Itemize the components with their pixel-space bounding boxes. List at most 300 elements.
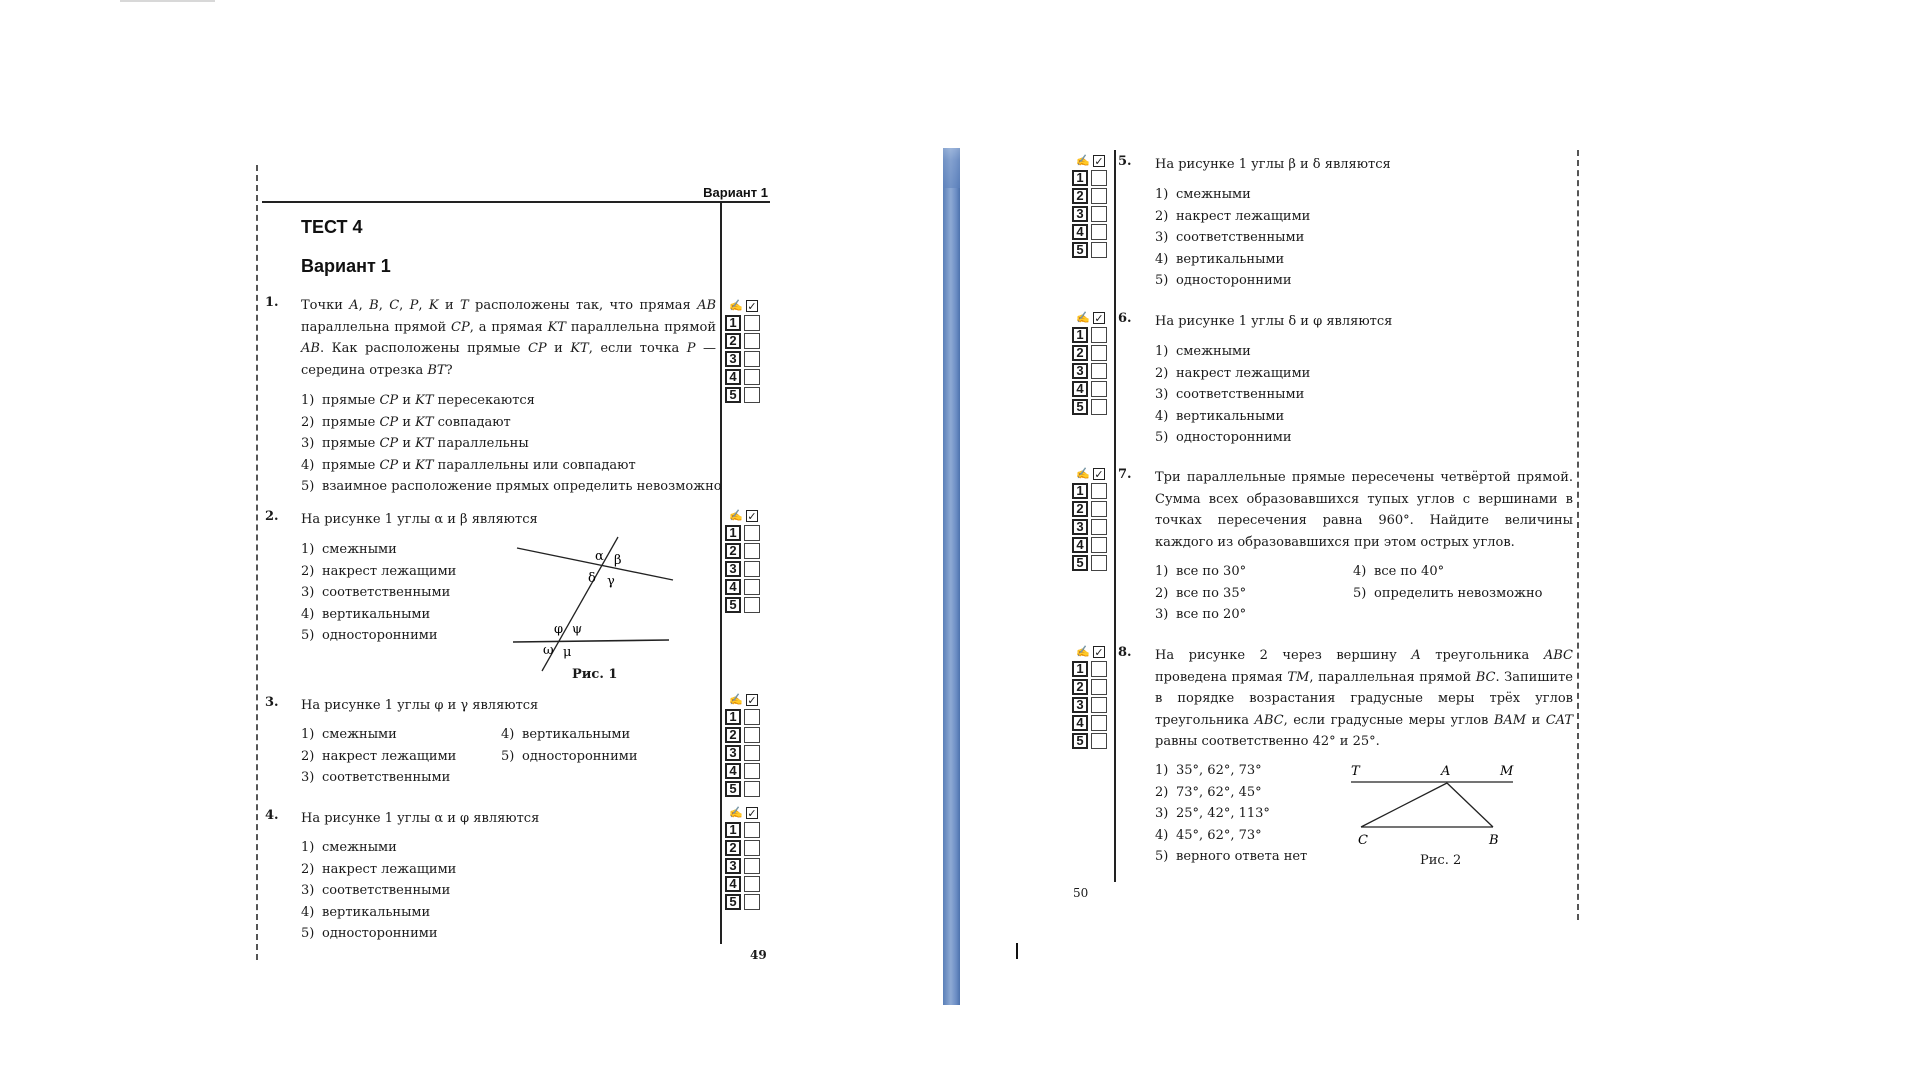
answer-row [725, 727, 760, 743]
answer-checkbox[interactable] [1091, 733, 1107, 749]
answer-checkbox[interactable] [744, 763, 760, 779]
option-number: 5) [1155, 430, 1169, 445]
question-text: Точки A, B, C, P, K и T расположены так, что прямая AB параллельна прямой CP, а прямая KT параллельна прямой AB. Как расположены прямые CP и KT, если точка P — середина отрезка BT? [301, 298, 717, 378]
text-cursor [1016, 943, 1018, 959]
option [301, 561, 456, 583]
answer-number-label: 2 [1072, 679, 1088, 695]
answer-grid-header [1072, 645, 1107, 659]
answer-checkbox[interactable] [1091, 519, 1107, 535]
angle-label-omega: ω [543, 643, 554, 658]
answer-grid-header [1072, 467, 1107, 481]
answer-row [725, 822, 760, 838]
question-text: Три параллельные прямые пересечены четвёртой прямой. Сумма всех образовавшихся тупых углов с вершинами в точках пересечения равна 960°. Найдите величины каждого из образовавшихся при этом острых углов. [1155, 470, 1573, 550]
option-number: 1) [1155, 187, 1169, 202]
option-number: 5) [301, 479, 315, 494]
left-page-cut-line [256, 165, 258, 960]
parallel-line-bottom [513, 640, 669, 642]
point-label-M: M [1500, 764, 1514, 779]
option [1155, 846, 1307, 868]
option-text: соответственными [322, 770, 451, 785]
option-text: 45°, 62°, 73° [1176, 827, 1262, 843]
option-number: 3) [1155, 806, 1169, 821]
answer-row [725, 781, 760, 797]
answer-row [725, 315, 760, 331]
angle-label-mu: μ [563, 645, 572, 660]
option [1155, 406, 1310, 428]
answer-row [725, 525, 760, 541]
option [1155, 227, 1310, 249]
answer-number-label: 1 [1072, 661, 1088, 677]
angle-label-delta: δ [588, 571, 596, 586]
answer-number-label: 3 [1072, 363, 1088, 379]
answer-row [1072, 242, 1107, 258]
answer-row [725, 709, 760, 725]
option-text: вертикальными [322, 606, 431, 622]
answer-grid-q4 [725, 806, 760, 910]
options-list [301, 539, 456, 647]
answer-number-label: 4 [1072, 224, 1088, 240]
option-number: 1) [301, 542, 315, 557]
answer-checkbox[interactable] [1091, 555, 1107, 571]
option-text: смежными [322, 727, 397, 742]
angle-label-psi: ψ [572, 622, 583, 637]
answer-row [1072, 381, 1107, 397]
answer-number-label: 4 [725, 369, 741, 385]
answer-number-label: 1 [725, 315, 741, 331]
angle-label-phi: φ [554, 622, 564, 637]
answer-row [725, 369, 760, 385]
option-number: 3) [301, 883, 315, 898]
answer-row [1072, 537, 1107, 553]
option-number: 3) [1155, 607, 1169, 622]
options-column-2 [1353, 561, 1543, 604]
option [301, 724, 456, 746]
option-number: 5) [301, 926, 315, 941]
option-number: 4) [1155, 251, 1169, 267]
answer-number-label: 1 [725, 822, 741, 838]
answer-number-label: 4 [725, 579, 741, 595]
option [301, 433, 722, 455]
answer-row [725, 387, 760, 403]
options-column-1 [1155, 561, 1246, 626]
option-text: смежными [322, 542, 397, 557]
answer-grid-q1 [725, 299, 760, 403]
answer-row [1072, 661, 1107, 677]
option [301, 455, 722, 477]
variant-title: Вариант 1 [301, 256, 391, 276]
answer-checkbox[interactable] [744, 745, 760, 761]
answer-grid-q8 [1072, 645, 1107, 749]
option [301, 604, 456, 626]
book-spine [943, 148, 960, 1005]
answer-grid-header [725, 693, 760, 707]
answer-number-label: 5 [1072, 399, 1088, 415]
option [1155, 583, 1246, 605]
answer-number-label: 5 [725, 894, 741, 910]
answer-checkbox[interactable] [1091, 381, 1107, 397]
option-number: 4) [301, 606, 315, 622]
option-text: прямые CP и KT пересекаются [322, 393, 535, 408]
answer-grid-header [1072, 311, 1107, 325]
option [1155, 561, 1246, 583]
option-number: 3) [1155, 387, 1169, 402]
answer-row [725, 763, 760, 779]
option-text: соответственными [1176, 387, 1305, 402]
question-text: На рисунке 1 углы β и δ являются [1155, 157, 1391, 172]
answer-checkbox[interactable] [744, 822, 760, 838]
answer-number-label: 2 [725, 840, 741, 856]
option-number: 4) [501, 727, 515, 742]
option-text: соответственными [322, 883, 451, 898]
option-text: 35°, 62°, 73° [1176, 763, 1262, 778]
answer-row [1072, 188, 1107, 204]
option [301, 859, 456, 881]
option [301, 746, 456, 768]
option [1155, 341, 1310, 363]
answer-number-label: 1 [1072, 327, 1088, 343]
options-list [1155, 760, 1307, 868]
answer-checkbox[interactable] [1091, 483, 1107, 499]
answer-row [1072, 224, 1107, 240]
answer-row [1072, 206, 1107, 222]
option-number: 1) [301, 393, 315, 408]
option-text: определить невозможно [1374, 585, 1543, 601]
option [1353, 561, 1543, 583]
option-text: прямые CP и KT параллельны или совпадают [322, 457, 636, 473]
answer-checkbox[interactable] [1091, 206, 1107, 222]
answer-checkbox[interactable] [744, 597, 760, 613]
answer-number-label: 2 [725, 543, 741, 559]
option [1155, 604, 1246, 626]
figure-1-caption: Рис. 1 [572, 667, 618, 682]
option-number: 5) [1155, 273, 1169, 288]
option-number: 4) [301, 457, 315, 473]
answer-row [725, 597, 760, 613]
answer-row [1072, 697, 1107, 713]
option-number: 4) [1353, 564, 1367, 579]
answer-number-label: 3 [1072, 697, 1088, 713]
answer-number-label: 3 [725, 858, 741, 874]
answer-grid-q5 [1072, 154, 1107, 258]
options-column-1 [301, 724, 456, 789]
pen-icon: ✍ [1076, 645, 1090, 658]
question-text: На рисунке 1 углы α и β являются [301, 512, 538, 527]
option [501, 746, 638, 768]
option [1155, 206, 1310, 228]
point-label-C: C [1358, 833, 1368, 848]
option-text: соответственными [1176, 230, 1305, 245]
option-text: односторонними [322, 628, 438, 643]
option [1155, 782, 1307, 804]
answer-checkbox[interactable] [744, 369, 760, 385]
option [301, 767, 456, 789]
answer-checkbox[interactable] [1091, 224, 1107, 240]
options-list [1155, 341, 1310, 449]
option-number: 1) [301, 840, 315, 855]
answer-checkbox[interactable] [744, 709, 760, 725]
pen-icon: ✍ [729, 806, 743, 819]
option-text: смежными [322, 840, 397, 855]
answer-checkbox[interactable] [744, 561, 760, 577]
option [301, 412, 722, 434]
answer-number-label: 1 [1072, 483, 1088, 499]
option-number: 1) [1155, 344, 1169, 359]
figure-2-caption: Рис. 2 [1420, 853, 1462, 868]
angle-label-gamma: γ [607, 574, 615, 589]
answer-row [725, 333, 760, 349]
answer-row [725, 579, 760, 595]
option-number: 2) [301, 414, 315, 430]
answer-grid-q3 [725, 693, 760, 797]
segment-AC [1361, 783, 1447, 827]
option-number: 5) [1353, 585, 1367, 601]
answer-row [725, 840, 760, 856]
option-number: 2) [1155, 784, 1169, 800]
answer-checkbox[interactable] [1091, 501, 1107, 517]
answer-row [725, 543, 760, 559]
answer-checkbox[interactable] [1091, 697, 1107, 713]
answer-checkbox[interactable] [1091, 363, 1107, 379]
answer-number-label: 4 [1072, 715, 1088, 731]
top-edge-line [120, 0, 215, 2]
options-list [1155, 184, 1310, 292]
answer-checkbox[interactable] [744, 351, 760, 367]
answer-row [1072, 345, 1107, 361]
option [301, 539, 456, 561]
answer-checkbox[interactable] [744, 579, 760, 595]
answer-grid-q2 [725, 509, 760, 613]
option-number: 1) [301, 727, 315, 742]
answer-checkbox[interactable] [744, 858, 760, 874]
answer-row [725, 858, 760, 874]
options-column-2 [501, 724, 638, 767]
option [1155, 825, 1307, 847]
answer-number-label: 3 [725, 351, 741, 367]
answer-row [1072, 483, 1107, 499]
option-text: накрест лежащими [322, 861, 457, 877]
option-number: 2) [1155, 208, 1169, 224]
option-number: 5) [501, 748, 515, 764]
question-text: На рисунке 1 углы φ и γ являются [301, 698, 539, 713]
answer-checkbox[interactable] [1091, 537, 1107, 553]
option-number: 2) [301, 861, 315, 877]
answer-number-label: 1 [725, 709, 741, 725]
answer-checkbox[interactable] [744, 525, 760, 541]
option [1155, 249, 1310, 271]
answer-checkbox[interactable] [1091, 242, 1107, 258]
checkmark-icon: ✓ [1094, 646, 1104, 659]
option-number: 2) [1155, 585, 1169, 601]
option-text: прямые CP и KT параллельны [322, 436, 529, 451]
question-text: На рисунке 2 через вершину A треугольника ABC проведена прямая TM, параллельная прямой BC. Запишите в порядке возрастания градусные меры трёх углов треугольника ABC, если градусные меры углов BAM и CAT равны соответственно 42° и 25°. [1155, 648, 1573, 749]
option-number: 1) [1155, 763, 1169, 778]
answer-checkbox[interactable] [1091, 679, 1107, 695]
option-text: прямые CP и KT совпадают [322, 414, 511, 430]
answer-row [1072, 679, 1107, 695]
answer-checkbox[interactable] [1091, 188, 1107, 204]
answer-number-label: 5 [725, 781, 741, 797]
checkmark-icon: ✓ [1094, 312, 1104, 325]
option-number: 3) [1155, 230, 1169, 245]
question-number: 1. [265, 295, 279, 310]
option [301, 582, 456, 604]
option-number: 4) [1155, 408, 1169, 424]
answer-number-label: 2 [1072, 345, 1088, 361]
option-number: 4) [1155, 827, 1169, 843]
answer-row [1072, 170, 1107, 186]
option-text: односторонними [1176, 273, 1292, 288]
option-text: все по 40° [1374, 564, 1445, 579]
checkmark-icon: ✓ [747, 694, 757, 707]
page-number-left: 49 [750, 948, 767, 962]
answer-checkbox[interactable] [744, 315, 760, 331]
answer-checkbox[interactable] [1091, 170, 1107, 186]
answer-row [725, 876, 760, 892]
answer-checkbox[interactable] [744, 543, 760, 559]
option-text: накрест лежащими [322, 563, 457, 579]
answer-number-label: 2 [725, 333, 741, 349]
option [301, 923, 456, 945]
checkmark-icon: ✓ [1094, 155, 1104, 168]
answer-checkbox[interactable] [1091, 661, 1107, 677]
option [501, 724, 638, 746]
question-number: 2. [265, 509, 279, 524]
option-text: все по 35° [1176, 585, 1247, 601]
answer-grid-header [725, 299, 760, 313]
point-label-B: B [1489, 833, 1499, 848]
answer-number-label: 5 [725, 387, 741, 403]
answer-row [725, 745, 760, 761]
option-text: вертикальными [322, 904, 431, 920]
answer-number-label: 2 [1072, 188, 1088, 204]
figure-2 [1345, 758, 1535, 848]
option [1155, 427, 1310, 449]
option [301, 476, 722, 498]
answer-number-label: 5 [1072, 555, 1088, 571]
answer-row [725, 561, 760, 577]
option-text: 25°, 42°, 113° [1176, 806, 1270, 821]
pen-icon: ✍ [1076, 467, 1090, 480]
question-number: 5. [1118, 154, 1132, 169]
option-text: вертикальными [1176, 251, 1285, 267]
question-number: 4. [265, 808, 279, 823]
question-number: 6. [1118, 311, 1132, 326]
answer-row [1072, 519, 1107, 535]
option [301, 837, 456, 859]
answer-number-label: 4 [1072, 381, 1088, 397]
answer-checkbox[interactable] [744, 781, 760, 797]
answer-row [725, 351, 760, 367]
test-title: ТЕСТ 4 [301, 217, 363, 237]
answer-checkbox[interactable] [744, 727, 760, 743]
options-list [301, 837, 456, 945]
answer-row [1072, 501, 1107, 517]
checkmark-icon: ✓ [747, 300, 757, 313]
option-text: смежными [1176, 187, 1251, 202]
option-text: односторонними [1176, 430, 1292, 445]
answer-checkbox[interactable] [744, 840, 760, 856]
option-number: 3) [301, 770, 315, 785]
answer-checkbox[interactable] [744, 894, 760, 910]
option-number: 1) [1155, 564, 1169, 579]
answer-grid-q6 [1072, 311, 1107, 415]
answer-number-label: 5 [725, 597, 741, 613]
answer-checkbox[interactable] [744, 876, 760, 892]
option-text: вертикальными [522, 727, 631, 742]
answer-number-label: 3 [1072, 206, 1088, 222]
option-text: все по 30° [1176, 564, 1247, 579]
answer-number-label: 3 [1072, 519, 1088, 535]
option-number: 4) [301, 904, 315, 920]
option [1155, 363, 1310, 385]
option [1353, 583, 1543, 605]
option-text: односторонними [522, 748, 638, 764]
option-text: 73°, 62°, 45° [1176, 784, 1262, 800]
answer-row [1072, 715, 1107, 731]
option-number: 2) [301, 563, 315, 579]
options-list [301, 390, 722, 498]
question-number: 8. [1118, 645, 1132, 660]
option-text: смежными [1176, 344, 1251, 359]
checkmark-icon: ✓ [1094, 468, 1104, 481]
option-number: 5) [301, 628, 315, 643]
answer-number-label: 4 [725, 763, 741, 779]
header-rule [262, 201, 770, 203]
answer-number-label: 4 [725, 876, 741, 892]
option-text: вертикальными [1176, 408, 1285, 424]
book-spine-highlight [943, 148, 960, 188]
point-label-T: T [1351, 764, 1360, 779]
option [301, 390, 722, 412]
segment-AB [1447, 783, 1493, 827]
answer-row [1072, 363, 1107, 379]
option-number: 2) [301, 748, 315, 764]
answer-column-divider [720, 202, 722, 944]
answer-grid-header [725, 806, 760, 820]
answer-number-label: 5 [1072, 242, 1088, 258]
answer-checkbox[interactable] [1091, 327, 1107, 343]
answer-checkbox[interactable] [744, 333, 760, 349]
option-number: 5) [1155, 849, 1169, 864]
option-text: накрест лежащими [322, 748, 457, 764]
answer-column-divider [1114, 150, 1116, 882]
option [1155, 760, 1307, 782]
angle-label-alpha: α [595, 549, 604, 564]
answer-checkbox[interactable] [1091, 345, 1107, 361]
option-number: 3) [301, 585, 315, 600]
header-variant-label: Вариант 1 [703, 185, 768, 200]
option [1155, 184, 1310, 206]
answer-number-label: 2 [725, 727, 741, 743]
question-text: На рисунке 1 углы α и φ являются [301, 811, 540, 826]
answer-number-label: 2 [1072, 501, 1088, 517]
answer-checkbox[interactable] [1091, 715, 1107, 731]
option [1155, 384, 1310, 406]
answer-row [725, 894, 760, 910]
pen-icon: ✍ [1076, 311, 1090, 324]
answer-number-label: 4 [1072, 537, 1088, 553]
option [301, 880, 456, 902]
answer-number-label: 1 [725, 525, 741, 541]
answer-checkbox[interactable] [1091, 399, 1107, 415]
answer-checkbox[interactable] [744, 387, 760, 403]
question-number: 7. [1118, 467, 1132, 482]
option-number: 3) [301, 436, 315, 451]
point-label-A: A [1441, 764, 1451, 779]
question-number: 3. [265, 695, 279, 710]
pen-icon: ✍ [729, 693, 743, 706]
option [1155, 803, 1307, 825]
